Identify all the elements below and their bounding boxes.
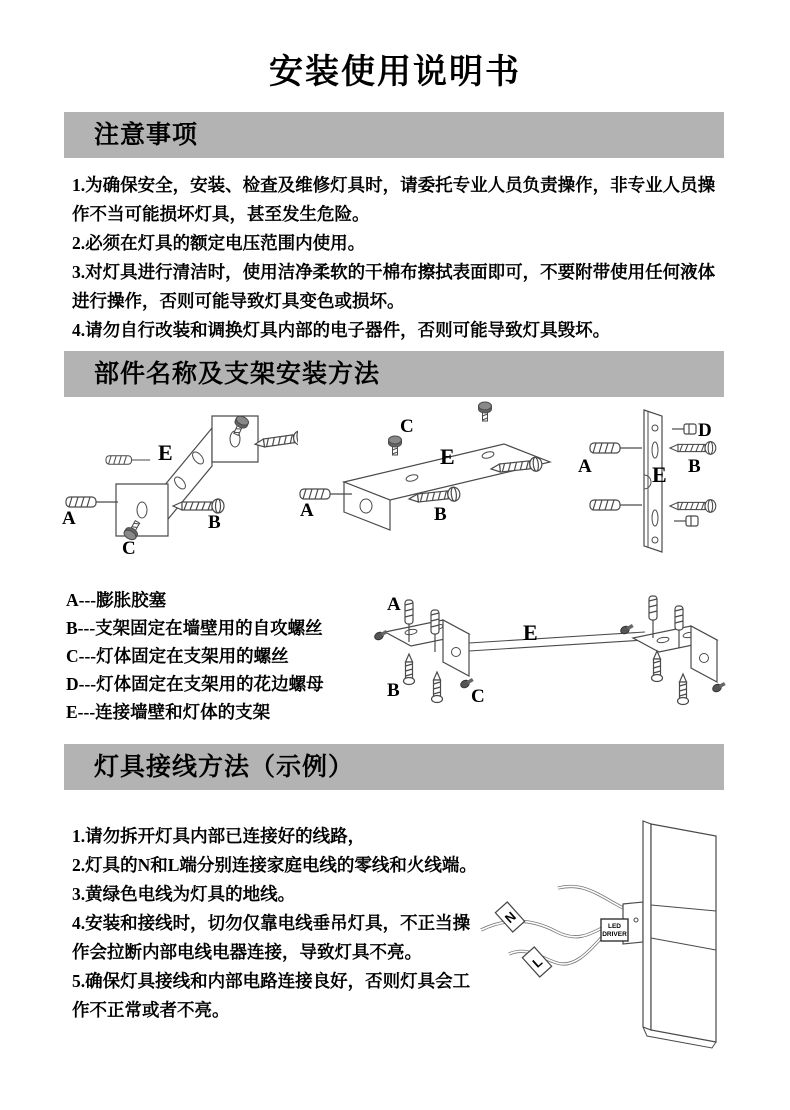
ground-wire	[558, 886, 623, 908]
precaution-item: 1.为确保安全，安装、检查及维修灯具时，请委托专业人员负责操作，非专业人员操作不当可能损坏灯具，甚至发生危险。	[72, 175, 716, 224]
label-c: C	[122, 538, 136, 559]
label-b: B	[387, 680, 400, 701]
label-c: C	[400, 416, 414, 437]
parts-legend	[66, 586, 406, 726]
assembly-diagram	[365, 580, 750, 725]
legend-item: B---支架固定在墙壁用的自攻螺丝	[66, 618, 323, 638]
screw-glyph	[432, 672, 443, 703]
legend-item: C---灯体固定在支架用的螺丝	[66, 646, 289, 666]
precaution-item: 3.对灯具进行清洁时，使用洁净柔软的干棉布擦拭表面即可，不要附带使用任何液体进行操作，否则可能导致灯具变色或损坏。	[72, 262, 716, 311]
corner-bracket-diagram	[58, 398, 298, 563]
neutral-tag-label: N	[501, 908, 519, 927]
bolt-glyph	[619, 622, 634, 635]
plate-bracket-diagram	[560, 398, 745, 568]
section-heading-wiring: 灯具接线方法（示例）	[64, 744, 724, 790]
legend-item: E---连接墙壁和灯体的支架	[66, 702, 271, 722]
bolt-glyph	[373, 628, 388, 641]
wiring-diagram	[465, 808, 755, 1063]
label-e: E	[440, 444, 455, 469]
long-bracket-diagram	[292, 398, 572, 563]
led-driver-box	[601, 919, 628, 941]
wiring-item: 4.安装和接线时，切勿仅靠电线垂吊灯具，不正当操作会拉断内部电线电器连接，导致灯具不亮。	[72, 913, 471, 962]
label-e: E	[523, 620, 538, 645]
precaution-item: 2.必须在灯具的额定电压范围内使用。	[72, 233, 366, 253]
wall-plug-glyph	[66, 497, 118, 507]
wall-plug-glyph	[649, 596, 657, 638]
label-a: A	[300, 500, 314, 521]
label-d: D	[698, 420, 712, 441]
precautions-list	[72, 171, 722, 345]
screw-glyph	[670, 500, 716, 513]
label-a: A	[578, 456, 592, 477]
wall-plug-glyph	[431, 610, 439, 652]
screw-glyph	[678, 674, 689, 705]
neutral-tag	[495, 902, 524, 932]
wiring-item: 3.黄绿色电线为灯具的地线。	[72, 884, 296, 904]
legend-item: A---膨胀胶塞	[66, 590, 167, 610]
wiring-list	[72, 822, 484, 1025]
wall-plug-glyph	[106, 456, 150, 465]
wiring-item: 1.请勿拆开灯具内部已连接好的线路，	[72, 826, 366, 846]
label-e: E	[652, 462, 667, 487]
live-tag-label: L	[529, 954, 546, 971]
label-b: B	[208, 512, 221, 533]
driver-label-line1: LED	[608, 923, 621, 930]
label-c: C	[471, 686, 485, 707]
screw-glyph	[404, 654, 415, 685]
label-a: A	[387, 594, 401, 615]
label-a: A	[62, 508, 76, 529]
bolt-glyph	[479, 402, 492, 421]
page-title: 安装使用说明书	[269, 53, 521, 91]
screw-glyph	[670, 442, 716, 455]
label-b: B	[434, 504, 447, 525]
wiring-item: 2.灯具的N和L端分别连接家庭电线的零线和火线端。	[72, 855, 477, 875]
driver-label-line2: DRIVER	[602, 931, 627, 938]
wiring-item: 5.确保灯具接线和内部电路连接良好，否则灯具会工作不正常或者不亮。	[72, 971, 471, 1020]
section-heading-parts: 部件名称及支架安装方法	[64, 351, 724, 397]
section-heading-precautions: 注意事项	[64, 112, 724, 158]
legend-item: D---灯体固定在支架用的花边螺母	[66, 674, 324, 694]
label-e: E	[158, 440, 173, 465]
wall-plug-glyph	[590, 443, 642, 453]
cap-nut-glyph	[672, 424, 696, 434]
wall-plug-glyph	[590, 500, 642, 510]
screw-glyph	[652, 651, 663, 682]
bolt-glyph	[711, 680, 726, 693]
bolt-glyph	[389, 436, 402, 455]
label-b: B	[688, 456, 701, 477]
precaution-item: 4.请勿自行改装和调换灯具内部的电子器件，否则可能导致灯具毁坏。	[72, 320, 611, 340]
cap-nut-glyph	[674, 516, 698, 526]
